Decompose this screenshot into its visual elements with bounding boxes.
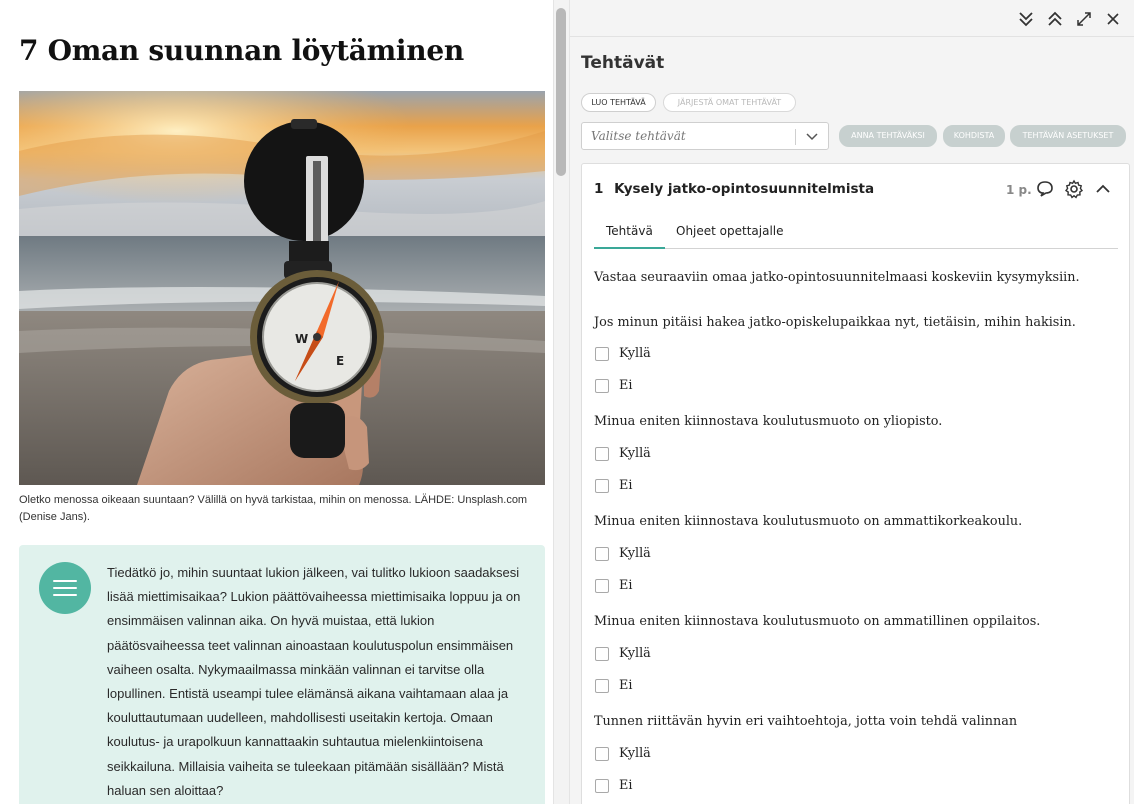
question-4: Minua eniten kiinnostava koulutusmuoto on ammatillinen oppilaitos. <box>594 614 1041 629</box>
checkbox[interactable] <box>595 747 609 761</box>
chevron-down-icon[interactable] <box>805 131 819 143</box>
tab-task[interactable]: Tehtävä <box>606 224 653 238</box>
option-yes[interactable] <box>595 646 651 661</box>
info-box <box>19 545 545 804</box>
task-number: 1 <box>594 181 604 197</box>
option-label: Ei <box>619 378 633 393</box>
task-title-text: Kysely jatko-opintosuunnitelmista <box>614 181 875 197</box>
window-controls <box>1015 8 1124 30</box>
question-2: Minua eniten kiinnostava koulutusmuoto on yliopisto. <box>594 414 943 429</box>
order-tasks-button[interactable]: JÄRJESTÄ OMAT TEHTÄVÄT <box>663 93 796 112</box>
checkbox[interactable] <box>595 479 609 493</box>
speech-bubble-icon[interactable] <box>1035 179 1055 199</box>
gear-icon[interactable] <box>1064 179 1084 199</box>
option-no[interactable] <box>595 578 632 593</box>
checkbox[interactable] <box>595 679 609 693</box>
question-1: Jos minun pitäisi hakea jatko-opiskelupaikkaa nyt, tietäisin, mihin hakisin. <box>594 315 1076 330</box>
assign-task-button[interactable]: ANNA TEHTÄVÄKSI <box>839 125 937 147</box>
image-caption: Oletko menossa oikeaan suuntaan? Välillä on hyvä tarkistaa, mihin on menossa. LÄHDE: Unsplash.com (Denise Jans). <box>19 494 528 523</box>
list-icon <box>39 562 91 614</box>
toolbar-divider <box>570 36 1134 37</box>
checkbox[interactable] <box>595 447 609 461</box>
collapse-all-icon[interactable] <box>1015 8 1037 30</box>
content-pane <box>0 0 553 804</box>
checkbox[interactable] <box>595 379 609 393</box>
option-label: Ei <box>619 778 633 793</box>
option-no[interactable] <box>595 378 632 393</box>
expand-all-icon[interactable] <box>1044 8 1066 30</box>
task-points: 1 p. <box>1006 183 1032 197</box>
tab-teacher-instructions[interactable]: Ohjeet opettajalle <box>676 224 784 238</box>
panel-title: Tehtävät <box>581 53 665 73</box>
compass-photo <box>19 91 545 485</box>
option-yes[interactable] <box>595 746 651 761</box>
option-no[interactable] <box>595 778 632 793</box>
chapter-title: 7 Oman suunnan löytäminen <box>19 34 464 67</box>
option-label: Ei <box>619 578 633 593</box>
target-button[interactable]: KOHDISTA <box>943 125 1005 147</box>
option-label: Kyllä <box>619 346 651 361</box>
option-no[interactable] <box>595 678 632 693</box>
checkbox[interactable] <box>595 779 609 793</box>
close-icon[interactable] <box>1102 8 1124 30</box>
svg-text:E: E <box>336 354 345 368</box>
option-label: Kyllä <box>619 446 651 461</box>
task-title <box>594 181 874 197</box>
option-yes[interactable] <box>595 546 651 561</box>
create-task-button[interactable]: LUO TEHTÄVÄ <box>581 93 656 112</box>
checkbox[interactable] <box>595 647 609 661</box>
task-card <box>581 163 1130 804</box>
option-yes[interactable] <box>595 446 651 461</box>
fullscreen-icon[interactable] <box>1073 8 1095 30</box>
svg-text:W: W <box>295 332 309 346</box>
task-panel <box>570 0 1134 804</box>
checkbox[interactable] <box>595 347 609 361</box>
checkbox[interactable] <box>595 579 609 593</box>
task-select-placeholder: Valitse tehtävät <box>591 129 686 143</box>
content-scroll-thumb[interactable] <box>556 8 566 176</box>
info-text: Tiedätkö jo, mihin suuntaat lukion jälkeen, vai tulitko lukioon saadaksesi lisää miettimisaikaa? Lukion päättövaiheessa miettimisaika loppuu ja on ensimmäisen valinnan aika. On hyvä muistaa, että lukion päätösvaiheessa teet valinnan ainoastaan koulutuspolun ensimmäisen vaiheen osalta. Nykymaailmassa minkään valinnan ei tarvitse olla lopullinen. Entistä useampi tulee elämänsä aikana vaihtamaan alaa ja kouluttautumaan uudelleen, mahdollisesti useitakin kertoja. Omaan koulutus- ja urapolkuun kannattaakin suhtautua mielenkiintoisena seikkailuna. Millaisia vaiheita se tuleekaan pitämään sisällään? Mistä haluan sen aloittaa? <box>107 565 521 798</box>
chevron-up-icon[interactable] <box>1093 179 1113 199</box>
task-settings-button[interactable]: TEHTÄVÄN ASETUKSET <box>1010 125 1126 147</box>
question-3: Minua eniten kiinnostava koulutusmuoto on ammattikorkeakoulu. <box>594 514 1023 529</box>
option-no[interactable] <box>595 478 632 493</box>
select-divider <box>795 129 796 145</box>
question-5: Tunnen riittävän hyvin eri vaihtoehtoja, jotta voin tehdä valinnan <box>594 714 1018 729</box>
option-label: Ei <box>619 678 633 693</box>
checkbox[interactable] <box>595 547 609 561</box>
task-select[interactable] <box>581 122 829 150</box>
option-label: Kyllä <box>619 646 651 661</box>
option-label: Ei <box>619 478 633 493</box>
task-intro: Vastaa seuraaviin omaa jatko-opintosuunnitelmaasi koskeviin kysymyksiin. <box>594 270 1080 285</box>
option-yes[interactable] <box>595 346 651 361</box>
option-label: Kyllä <box>619 546 651 561</box>
task-tabs <box>594 216 1118 249</box>
option-label: Kyllä <box>619 746 651 761</box>
